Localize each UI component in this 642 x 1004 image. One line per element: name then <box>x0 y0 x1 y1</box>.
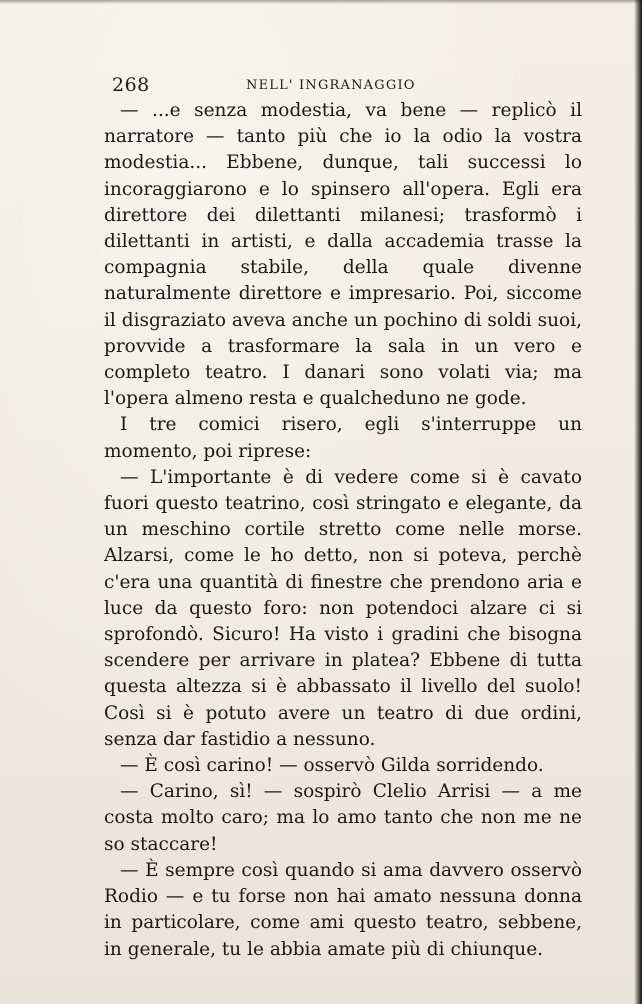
page-right-shadow <box>634 0 642 1004</box>
running-title: NELL' INGRANAGGIO <box>246 78 416 93</box>
paragraph-5: — Carino, sì! — sospirò Clelio Arrisi — a me costa molto caro; ma lo amo tanto che non me ne so staccare! <box>104 781 582 855</box>
paragraph-1: — ...e senza modestia, va bene — replicò il narratore — tanto più che io la odio la vostra modestia... Ebbene, dunque, tali successi lo incoraggiarono e lo spinsero all'opera. Egli era direttore dei dilettanti milanesi; trasformò i dilettanti in artisti, e dalla accademia trasse la compagnia stabile, della quale divenne naturalmente direttore e impresario. Poi, siccome il disgraziato aveva anche un pochino di soldi suoi, provvide a trasformare la sala in un vero e completo teatro. I danari sono volati via; ma l'opera almeno resta e qualcheduno ne gode. <box>104 100 582 410</box>
paragraph-6: — È sempre così quando si ama davvero osservò Rodio — e tu forse non hai amato nessuna donna in particolare, come ami questo teatro, sebbene, in generale, tu le abbia amate più di chiunque. <box>104 859 582 960</box>
paragraph-2: I tre comici risero, egli s'interruppe un momento, poi riprese: <box>104 414 582 462</box>
page-header <box>112 74 592 98</box>
paragraph-3: — L'importante è di vedere come si è cavato fuori questo teatrino, così stringato e elegante, da un meschino cortile stretto come nelle morse. Alzarsi, come le ho detto, non si poteva, perchè c'era una quantità di finestre che prendono aria e luce da questo foro: non potendoci alzare ci si sprofondò. Sicuro! Ha visto i gradini che bisogna scendere per arrivare in platea? Ebbene di tutta questa altezza si è abbassato il livello del suolo! Così si è potuto avere un teatro di due ordini, senza dar fastidio a nessuno. <box>104 466 582 750</box>
paragraph-4: — È così carino! — osservò Gilda sorridendo. <box>120 755 544 777</box>
page-number: 268 <box>112 74 150 96</box>
page-top-shadow <box>0 0 642 4</box>
body-text <box>104 98 582 963</box>
